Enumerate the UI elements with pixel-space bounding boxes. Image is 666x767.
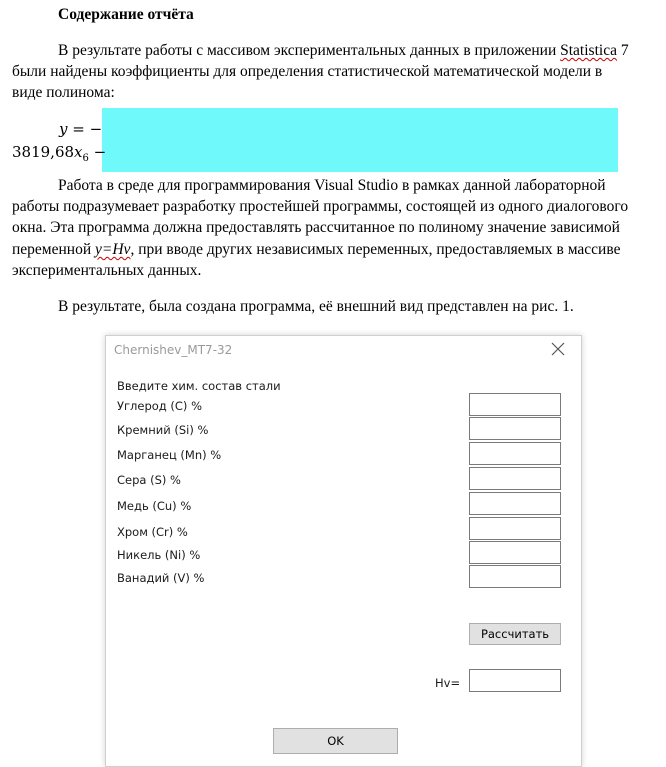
- label-nickel: Никель (Ni) %: [117, 548, 201, 562]
- label-sulfur: Сера (S) %: [117, 473, 181, 487]
- formula-coef: 3819,68: [12, 143, 75, 161]
- copper-input[interactable]: [469, 492, 561, 515]
- nickel-input[interactable]: [469, 541, 561, 564]
- para2-line4-end: , при вводе других независимых переменных, предоставляемых в массиве: [130, 241, 621, 258]
- para2-line1: Работа в среде для программирования Visual Studio в рамках данной лабораторной: [58, 177, 606, 194]
- sulfur-input[interactable]: [469, 467, 561, 490]
- para1-line2: были найдены коэффициенты для определения статистической математической модели в: [12, 63, 603, 80]
- close-icon[interactable]: [549, 340, 567, 358]
- label-silicon: Кремний (Si) %: [117, 423, 209, 437]
- formula-sub: 6: [82, 153, 89, 165]
- para2-line2: работы подразумевает разработку простейшей программы, состоящей из одного диалогового: [12, 198, 629, 215]
- para1-line3: виде полинома:: [12, 84, 115, 101]
- hv-variable: y=Hv: [95, 241, 131, 258]
- para1-line1-text: В результате работы с массивом экспериментальных данных в приложении: [58, 42, 561, 59]
- chromium-input[interactable]: [469, 517, 561, 540]
- manganese-input[interactable]: [469, 442, 561, 465]
- formula-ops-2: −: [88, 143, 107, 161]
- label-carbon: Углерод (С) %: [117, 399, 203, 413]
- para2-line4-text: переменной: [12, 241, 96, 258]
- label-copper: Медь (Cu) %: [117, 499, 192, 513]
- window-title: Chernishev_MT7-32: [114, 343, 233, 357]
- silicon-input[interactable]: [469, 417, 561, 440]
- ok-button[interactable]: OK: [273, 728, 398, 754]
- formula-var-y: y: [59, 120, 68, 138]
- formula-var-x: x: [74, 143, 83, 161]
- label-vanadium: Ванадий (V) %: [117, 571, 205, 585]
- report-heading: Содержание отчёта: [58, 6, 194, 23]
- carbon-input[interactable]: [469, 393, 561, 416]
- para2-line4: [12, 239, 620, 261]
- label-manganese: Марганец (Mn) %: [117, 448, 222, 462]
- statistica-word: Statistica: [560, 42, 617, 59]
- vanadium-input[interactable]: [469, 565, 561, 588]
- calculate-button[interactable]: Рассчитать: [469, 623, 561, 645]
- composition-prompt: Введите хим. состав стали: [117, 379, 281, 393]
- formula-line1: [59, 118, 102, 141]
- hv-result-label: Hv=: [435, 676, 461, 690]
- para3-line: В результате, была создана программа, её внешний вид представлен на рис. 1.: [58, 298, 574, 315]
- formula-highlight: [102, 108, 618, 172]
- formula-ops-1: = −: [67, 120, 103, 138]
- formula-line2: [12, 141, 106, 170]
- hv-result-field[interactable]: [469, 669, 561, 692]
- para1-line1-end: 7: [616, 42, 629, 59]
- para2-line5: экспериментальных данных.: [12, 262, 202, 279]
- para1-line1: [58, 40, 629, 62]
- program-dialog-window: [105, 335, 582, 767]
- label-chromium: Хром (Cr) %: [117, 525, 188, 539]
- para2-line3: окна. Эта программа должна предоставлять рассчитанное по полиному значение зависимой: [12, 219, 620, 236]
